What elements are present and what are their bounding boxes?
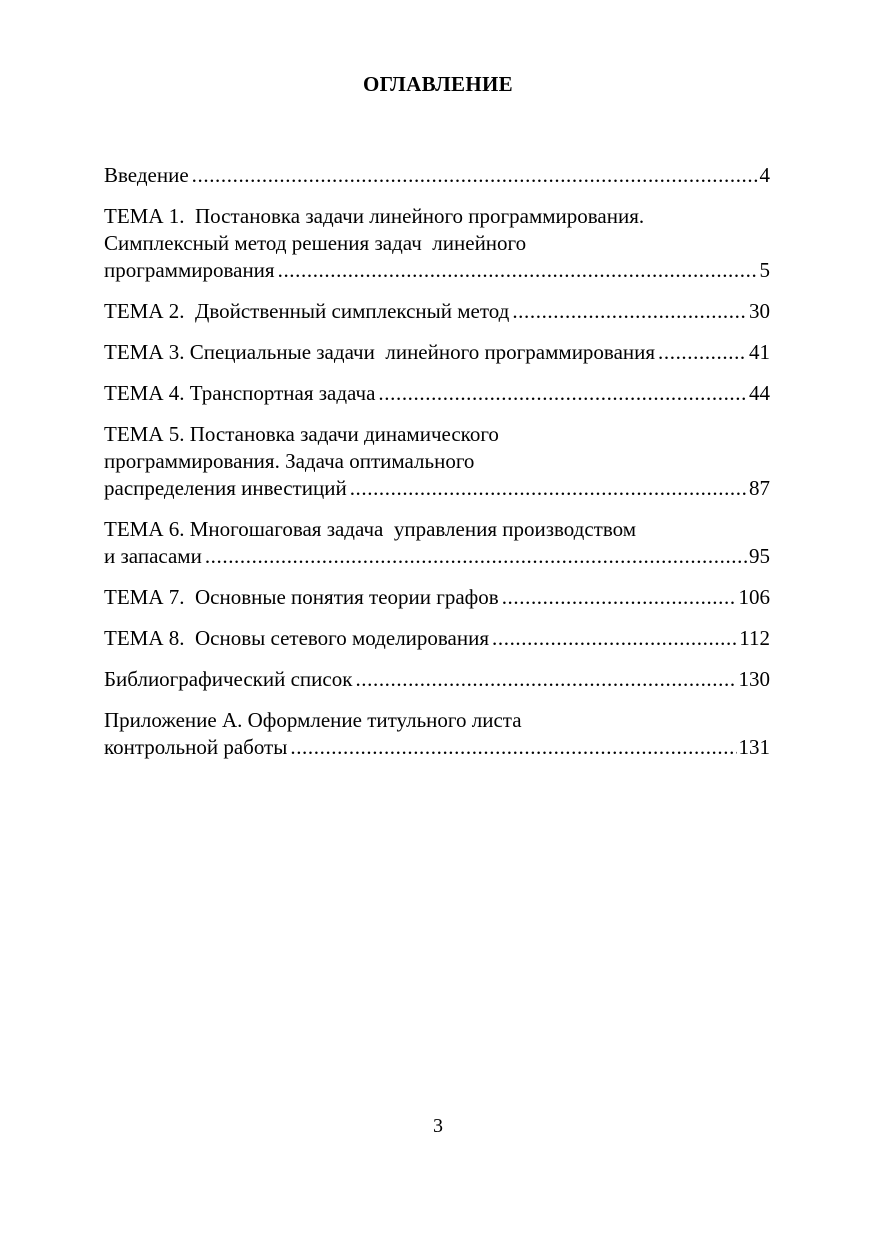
toc-page-number: 30 — [749, 299, 770, 323]
dot-leader — [658, 339, 747, 366]
toc-line — [104, 339, 770, 366]
toc-entry-text: ТЕМА 6. Многошаговая задача управления производством — [104, 517, 637, 541]
toc-line — [104, 666, 770, 693]
toc-line — [104, 257, 770, 284]
toc-entry-topic-5 — [104, 421, 770, 502]
toc-line — [104, 734, 770, 761]
dot-leader — [290, 734, 736, 761]
toc-entry-text: ТЕМА 1. Постановка задачи линейного программирования. — [104, 204, 645, 228]
toc-entry-appendix-a — [104, 707, 770, 761]
toc-line — [104, 475, 770, 502]
toc-page-number: 4 — [759, 163, 770, 187]
toc-entry-topic-1 — [104, 203, 770, 284]
dot-leader — [492, 625, 737, 652]
toc-line — [104, 298, 770, 325]
toc-entry-topic-6 — [104, 516, 770, 570]
toc-entry-text: и запасами — [104, 544, 202, 568]
toc-entry-topic-2 — [104, 298, 770, 325]
toc-entry-bibliography — [104, 666, 770, 693]
toc-entry-text: ТЕМА 3. Специальные задачи линейного программирования — [104, 340, 656, 364]
toc-page-number: 112 — [739, 626, 770, 650]
page-title: ОГЛАВЛЕНИЕ — [363, 72, 513, 96]
toc-entry-topic-3 — [104, 339, 770, 366]
toc-entry-text: ТЕМА 7. Основные понятия теории графов — [104, 585, 499, 609]
toc-entry-text: Приложение А. Оформление титульного листа — [104, 708, 522, 732]
toc-entry-text: программирования — [104, 258, 275, 282]
toc-entry-topic-7 — [104, 584, 770, 611]
toc-line — [104, 380, 770, 407]
dot-leader — [355, 666, 736, 693]
toc-page-number: 106 — [738, 585, 770, 609]
table-of-contents — [104, 162, 770, 775]
toc-entry-text: распределения инвестиций — [104, 476, 347, 500]
toc-line — [104, 543, 770, 570]
dot-leader — [502, 584, 737, 611]
toc-page-number: 130 — [738, 667, 770, 691]
toc-page-number: 5 — [759, 258, 770, 282]
toc-entry-text: контрольной работы — [104, 735, 288, 759]
dot-leader — [192, 162, 758, 189]
dot-leader — [378, 380, 747, 407]
dot-leader — [278, 257, 758, 284]
dot-leader — [205, 543, 747, 570]
toc-entry-text: Введение — [104, 163, 189, 187]
toc-entry-text: ТЕМА 8. Основы сетевого моделирования — [104, 626, 490, 650]
dot-leader — [350, 475, 747, 502]
toc-entry-text: Симплексный метод решения задач линейного — [104, 231, 527, 255]
toc-entry-text: ТЕМА 4. Транспортная задача — [104, 381, 376, 405]
toc-entry-text: Библиографический список — [104, 667, 353, 691]
toc-line — [104, 625, 770, 652]
toc-line — [104, 584, 770, 611]
dot-leader — [512, 298, 747, 325]
toc-page-number: 87 — [749, 476, 770, 500]
toc-entry-topic-8 — [104, 625, 770, 652]
toc-line — [104, 162, 770, 189]
toc-page-number: 44 — [749, 381, 770, 405]
toc-entry-text: ТЕМА 2. Двойственный симплексный метод — [104, 299, 510, 323]
toc-entry-introduction — [104, 162, 770, 189]
toc-entry-topic-4 — [104, 380, 770, 407]
toc-page-number: 131 — [738, 735, 770, 759]
toc-entry-text: программирования. Задача оптимального — [104, 449, 475, 473]
page-number: 3 — [433, 1115, 443, 1137]
toc-entry-text: ТЕМА 5. Постановка задачи динамического — [104, 422, 499, 446]
toc-page-number: 95 — [749, 544, 770, 568]
toc-page-number: 41 — [749, 340, 770, 364]
